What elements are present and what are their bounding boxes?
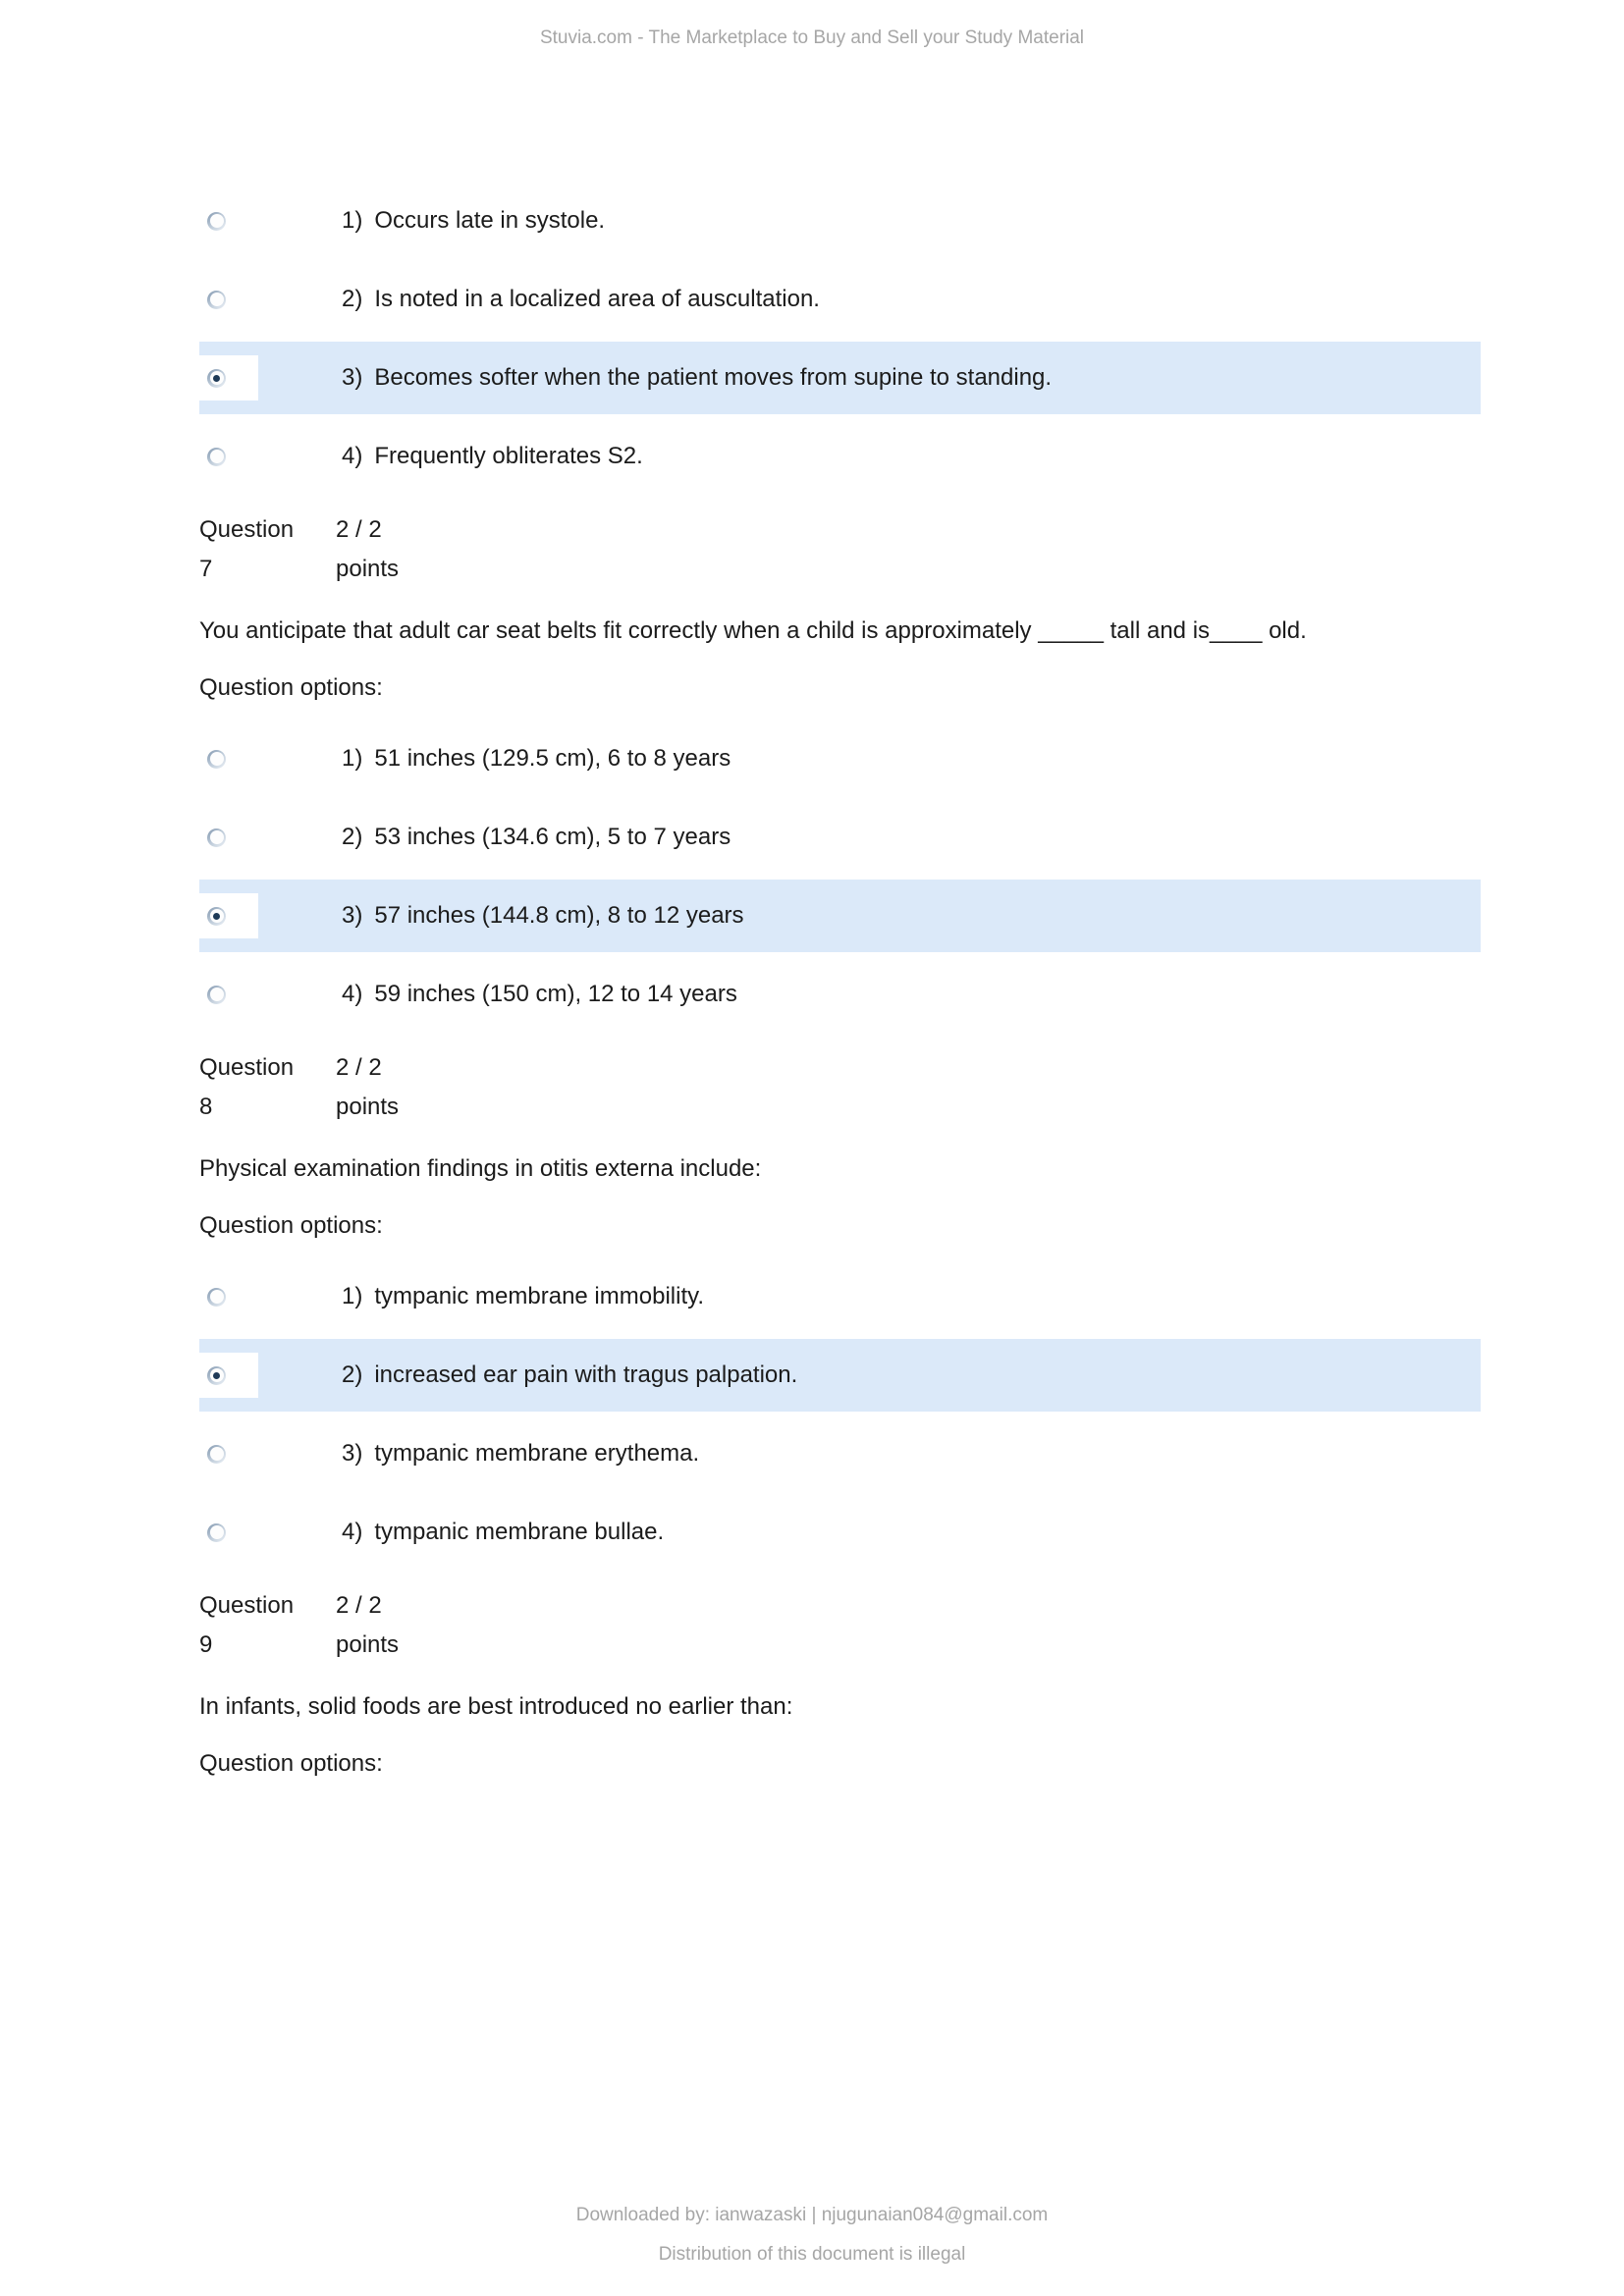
question-score: 2 / 2 [336,516,382,543]
option-number: 1) [342,207,363,234]
quiz-content [0,185,1624,1783]
question-label-column [199,1048,336,1127]
radio-cell [199,277,258,322]
option-text: 57 inches (144.8 cm), 8 to 12 years [374,902,744,929]
option-row[interactable] [199,1496,1481,1569]
option-row[interactable] [199,420,1481,493]
option-number: 3) [342,902,363,929]
option-number: 3) [342,1440,363,1467]
option-text: Occurs late in systole. [374,207,606,234]
radio-selected-icon[interactable] [207,907,226,926]
question-number: 8 [199,1094,213,1120]
question-7-text: You anticipate that adult car seat belts fit correctly when a child is approximately _____ tall and is____ old. [199,617,1307,644]
question-7-header [199,510,1481,589]
option-text: increased ear pain with tragus palpation. [374,1362,798,1388]
question-9-options-label: Question options: [199,1750,383,1777]
question-score-column [336,1048,399,1127]
radio-cell [199,815,258,860]
option-number: 1) [342,745,363,772]
radio-cell [199,434,258,479]
option-row[interactable] [199,801,1481,874]
footer-distribution-notice: Distribution of this document is illegal [658,2244,966,2265]
previous-question-options [199,185,1481,493]
question-8-text: Physical examination findings in otitis externa include: [199,1155,762,1182]
footer-downloaded-by: Downloaded by: ianwazaski | njugunaian084@gmail.com [575,2205,1049,2225]
option-number: 1) [342,1283,363,1309]
radio-cell [199,736,258,781]
question-number: 7 [199,556,213,582]
option-text: Is noted in a localized area of auscultation. [374,286,820,312]
radio-cell [199,1353,258,1398]
radio-unselected-icon[interactable] [207,212,226,231]
option-number: 4) [342,443,363,469]
radio-unselected-icon[interactable] [207,750,226,769]
radio-unselected-icon[interactable] [207,291,226,309]
question-points-label: points [336,1631,400,1658]
option-text: 59 inches (150 cm), 12 to 14 years [374,981,737,1007]
option-text: Becomes softer when the patient moves from supine to standing. [374,364,1053,391]
radio-unselected-icon[interactable] [207,448,226,466]
option-row[interactable] [199,958,1481,1031]
radio-cell [199,198,258,243]
option-number: 2) [342,824,363,850]
radio-unselected-icon[interactable] [207,1445,226,1464]
option-number: 4) [342,981,363,1007]
option-row-selected[interactable] [199,1339,1481,1412]
option-text: 51 inches (129.5 cm), 6 to 8 years [374,745,731,772]
option-row[interactable] [199,1260,1481,1333]
option-number: 2) [342,1362,363,1388]
question-8-options [199,1260,1481,1569]
radio-unselected-icon[interactable] [207,1288,226,1307]
question-score: 2 / 2 [336,1592,382,1619]
watermark-footer [0,2196,1624,2274]
question-label-column [199,510,336,589]
radio-unselected-icon[interactable] [207,1523,226,1542]
radio-selected-icon[interactable] [207,1366,226,1385]
question-points-label: points [336,1094,400,1120]
question-number: 9 [199,1631,213,1658]
option-number: 2) [342,286,363,312]
radio-unselected-icon[interactable] [207,986,226,1004]
option-text: tympanic membrane bullae. [374,1519,665,1545]
question-points-label: points [336,556,400,582]
option-row[interactable] [199,722,1481,795]
question-8-options-label: Question options: [199,1212,383,1239]
question-score: 2 / 2 [336,1054,382,1081]
question-label: Question [199,516,295,543]
question-9-text: In infants, solid foods are best introduced no earlier than: [199,1693,793,1720]
option-row-selected[interactable] [199,342,1481,414]
option-row[interactable] [199,263,1481,336]
radio-unselected-icon[interactable] [207,828,226,847]
question-label: Question [199,1592,295,1619]
radio-cell [199,355,258,400]
question-9-header [199,1586,1481,1665]
question-7-options [199,722,1481,1031]
radio-cell [199,1510,258,1555]
option-text: Frequently obliterates S2. [374,443,643,469]
option-text: tympanic membrane erythema. [374,1440,700,1467]
option-text: tympanic membrane immobility. [374,1283,704,1309]
option-number: 3) [342,364,363,391]
option-row-selected[interactable] [199,880,1481,952]
question-8-header [199,1048,1481,1127]
radio-cell [199,893,258,938]
question-score-column [336,510,399,589]
question-label: Question [199,1054,295,1081]
question-score-column [336,1586,399,1665]
question-label-column [199,1586,336,1665]
option-row[interactable] [199,1417,1481,1490]
radio-selected-icon[interactable] [207,369,226,388]
option-number: 4) [342,1519,363,1545]
radio-cell [199,972,258,1017]
option-text: 53 inches (134.6 cm), 5 to 7 years [374,824,731,850]
option-row[interactable] [199,185,1481,257]
watermark-header: Stuvia.com - The Marketplace to Buy and Sell your Study Material [539,27,1085,48]
radio-cell [199,1431,258,1476]
radio-cell [199,1274,258,1319]
question-7-options-label: Question options: [199,674,383,701]
